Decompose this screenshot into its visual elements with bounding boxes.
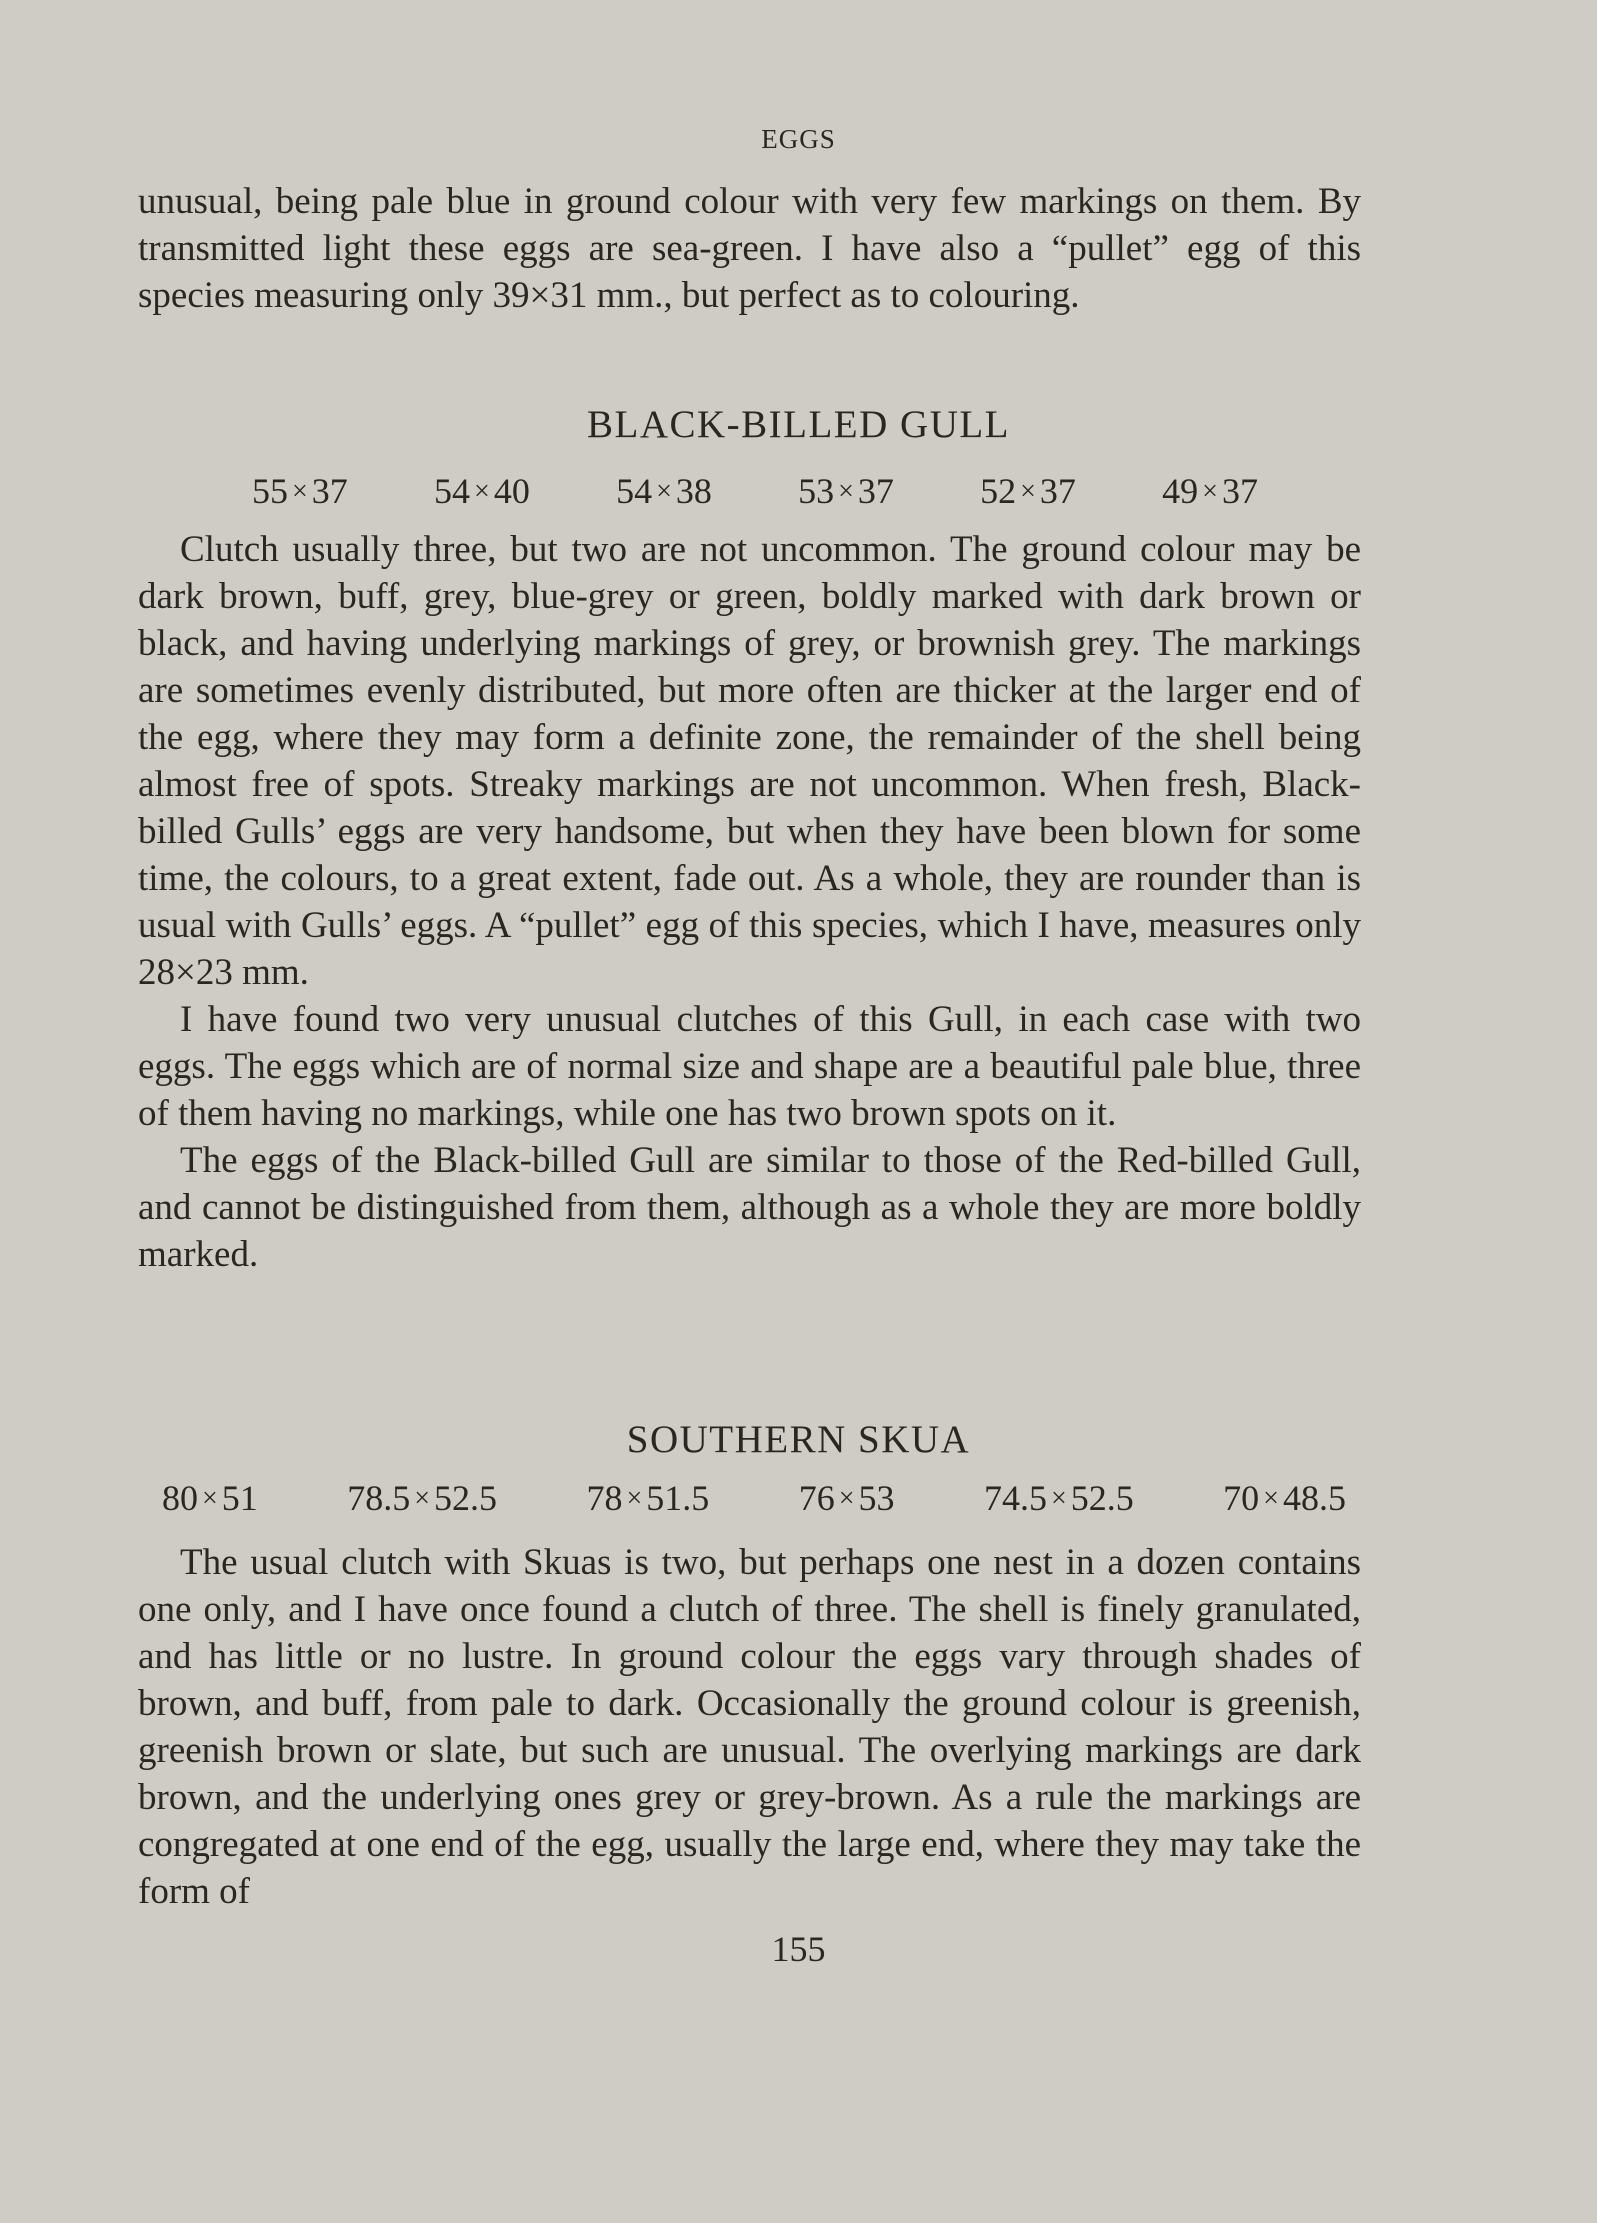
- intro-block: [138, 178, 1361, 319]
- measurement: 76 × 53: [798, 1478, 895, 1518]
- measurement: 55 × 37: [252, 471, 348, 511]
- measurement: 78 × 51.5: [586, 1478, 710, 1518]
- intro-paragraph: unusual, being pale blue in ground colour with very few markings on them. By transmitted light these eggs are sea-green. I have also a “pullet” egg of this species measuring only 39×31 mm., but perfect as to colouring.: [138, 181, 1361, 316]
- measurement: 78.5 × 52.5: [347, 1478, 498, 1518]
- paragraph: The eggs of the Black-billed Gull are similar to those of the Red-billed Gull, and cannot be distinguished from them, although as a whole they are more boldly marked.: [138, 1140, 1361, 1275]
- measurements-southern-skua: [162, 1477, 1346, 1519]
- paragraph: I have found two very unusual clutches of this Gull, in each case with two eggs. The eggs which are of normal size and shape are a beautiful pale blue, three of them having no markings, while one has two brown spots on it.: [138, 999, 1361, 1134]
- paragraph: The usual clutch with Skuas is two, but perhaps one nest in a dozen contains one only, and I have once found a clutch of three. The shell is finely granulated, and has little or no lustre. In ground colour the eggs vary through shades of brown, and buff, from pale to dark. Occasionally the ground colour is greenish, greenish brown or slate, but such are unusual. The overlying markings are dark brown, and the underlying ones grey or grey-brown. As a rule the markings are congregated at one end of the egg, usually the large end, where they may take the form of: [138, 1542, 1361, 1912]
- paragraph: Clutch usually three, but two are not uncommon. The ground colour may be dark brown, buff, grey, blue-grey or green, boldly marked with dark brown or black, and having underlying markings of grey, or brownish grey. The markings are sometimes evenly distributed, but more often are thicker at the larger end of the egg, where they may form a definite zone, the remainder of the shell being almost free of spots. Streaky markings are not uncommon. When fresh, Black-billed Gulls’ eggs are very handsome, but when they have been blown for some time, the colours, to a great extent, fade out. As a whole, they are rounder than is usual with Gulls’ eggs. A “pullet” egg of this species, which I have, measures only 28×23 mm.: [138, 529, 1361, 993]
- page-number: 155: [771, 1929, 826, 1969]
- measurement: 53 × 37: [798, 471, 894, 511]
- measurement: 49 × 37: [1162, 471, 1258, 511]
- black-billed-gull-text: [138, 526, 1361, 1278]
- measurement: 54 × 40: [434, 471, 530, 511]
- measurement: 80 × 51: [162, 1478, 258, 1518]
- measurement: 70 × 48.5: [1223, 1478, 1346, 1518]
- section-heading-southern-skua: SOUTHERN SKUA: [626, 1418, 971, 1461]
- southern-skua-text: [138, 1539, 1361, 1915]
- measurement: 52 × 37: [980, 471, 1076, 511]
- section-heading-black-billed-gull: BLACK-BILLED GULL: [586, 403, 1011, 446]
- running-head: EGGS: [761, 124, 836, 154]
- measurement: 74.5 × 52.5: [983, 1478, 1134, 1518]
- measurement: 54 × 38: [616, 471, 712, 511]
- measurements-black-billed-gull: [252, 470, 1258, 512]
